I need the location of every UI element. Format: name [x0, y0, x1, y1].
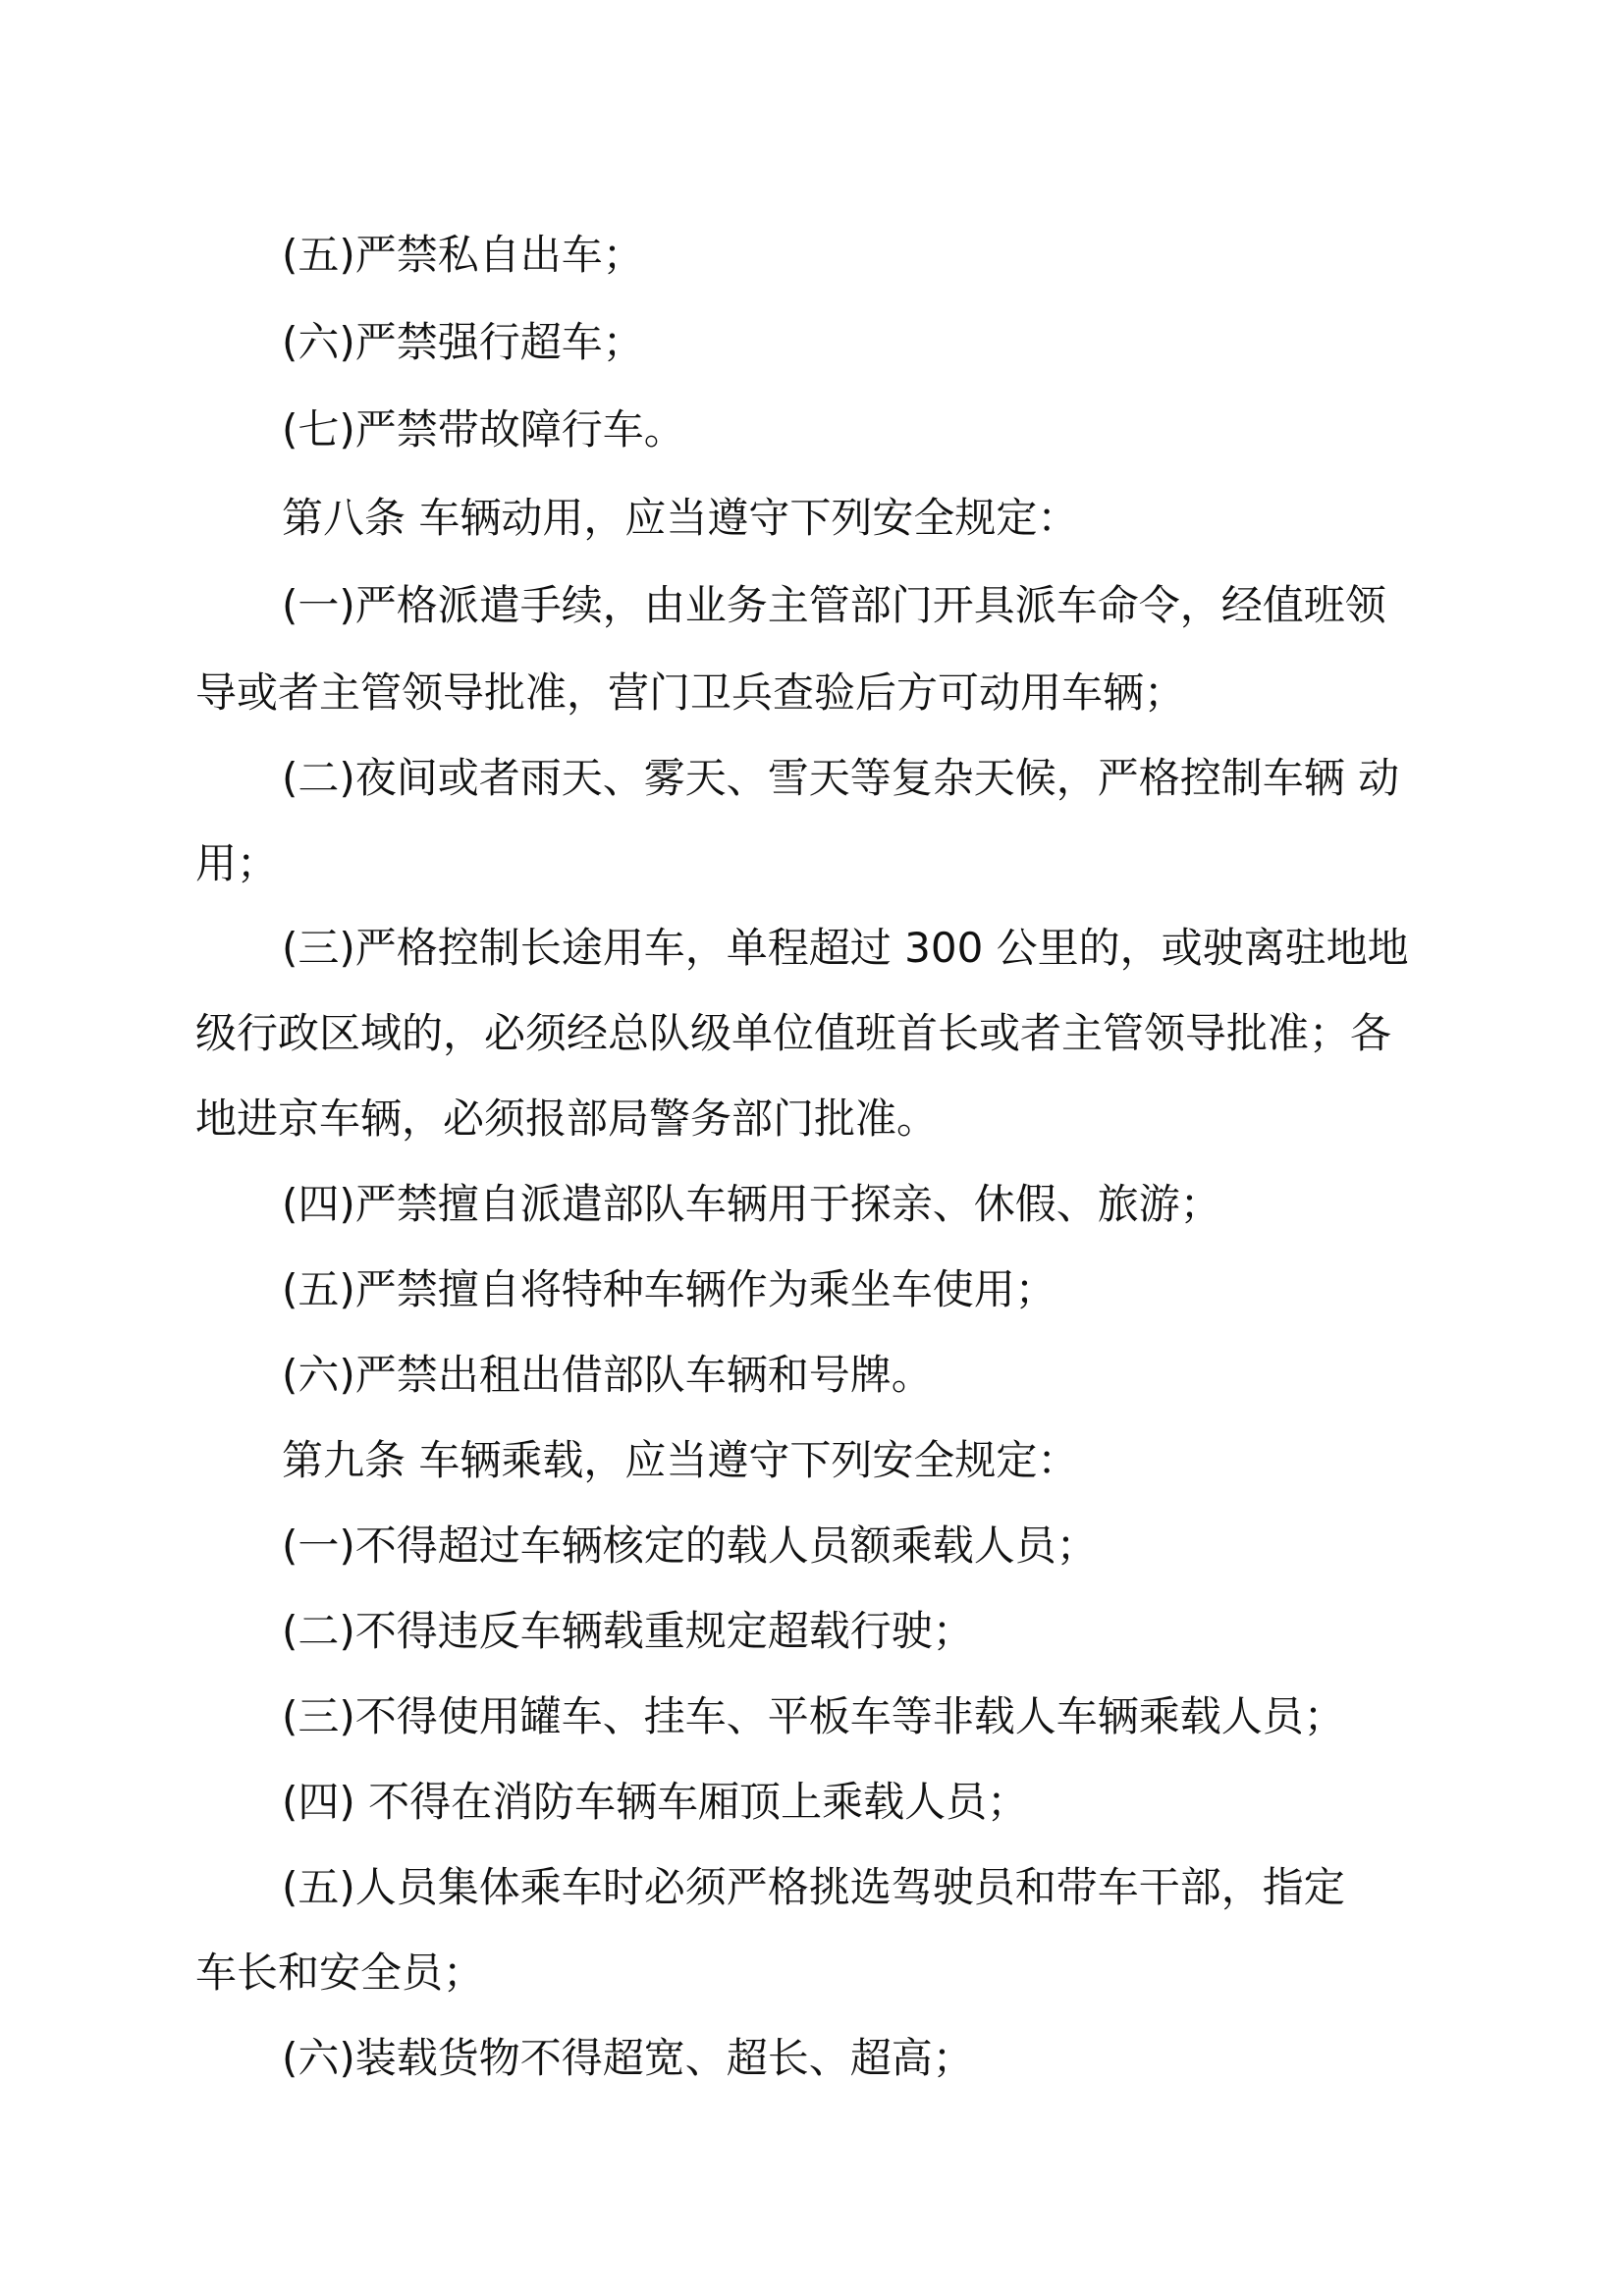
text-line: (三)不得使用罐车、挂车、平板车等非载人车辆乘载人员；: [282, 1692, 1345, 1740]
text-line: (二)夜间或者雨天、雾天、雪天等复杂天候，严格控制车辆 动: [282, 754, 1400, 802]
text-line: (四) 不得在消防车辆车厢顶上乘载人员；: [282, 1778, 1029, 1826]
text-line: (七)严禁带故障行车。: [282, 405, 685, 454]
text-line: 级行政区域的，必须经总队级单位值班首长或者主管领导批准；各: [195, 1009, 1392, 1057]
text-line: (五)人员集体乘车时必须严格挑选驾驶员和带车干部，指定: [282, 1863, 1345, 1911]
text-line: (五)严禁私自出车；: [282, 231, 644, 279]
text-line: (一)不得超过车辆核定的载人员额乘载人员；: [282, 1522, 1098, 1570]
text-line: 导或者主管领导批准，营门卫兵查验后方可动用车辆；: [195, 668, 1186, 717]
text-line: (六)严禁强行超车；: [282, 318, 644, 366]
article-heading: 第九条 车辆乘载，应当遵守下列安全规定：: [282, 1436, 1079, 1484]
article-heading: 第八条 车辆动用，应当遵守下列安全规定：: [282, 494, 1079, 542]
text-line: (二)不得违反车辆载重规定超载行驶；: [282, 1607, 974, 1655]
text-line: (三)严格控制长途用车，单程超过 300 公里的，或驶离驻地地: [282, 924, 1409, 972]
text-line: 地进京车辆，必须报部局警务部门批准。: [195, 1095, 939, 1143]
text-line: (六)严禁出租出借部队车辆和号牌。: [282, 1351, 933, 1399]
text-line: (六)装载货物不得超宽、超长、超高；: [282, 2034, 974, 2082]
text-line: 用；: [195, 839, 279, 887]
text-line: 车长和安全员；: [195, 1949, 485, 1997]
text-line: (四)严禁擅自派遣部队车辆用于探亲、休假、旅游；: [282, 1180, 1221, 1228]
text-line: (一)严格派遣手续，由业务主管部门开具派车命令，经值班领: [282, 581, 1386, 629]
text-line: (五)严禁擅自将特种车辆作为乘坐车使用；: [282, 1265, 1056, 1313]
